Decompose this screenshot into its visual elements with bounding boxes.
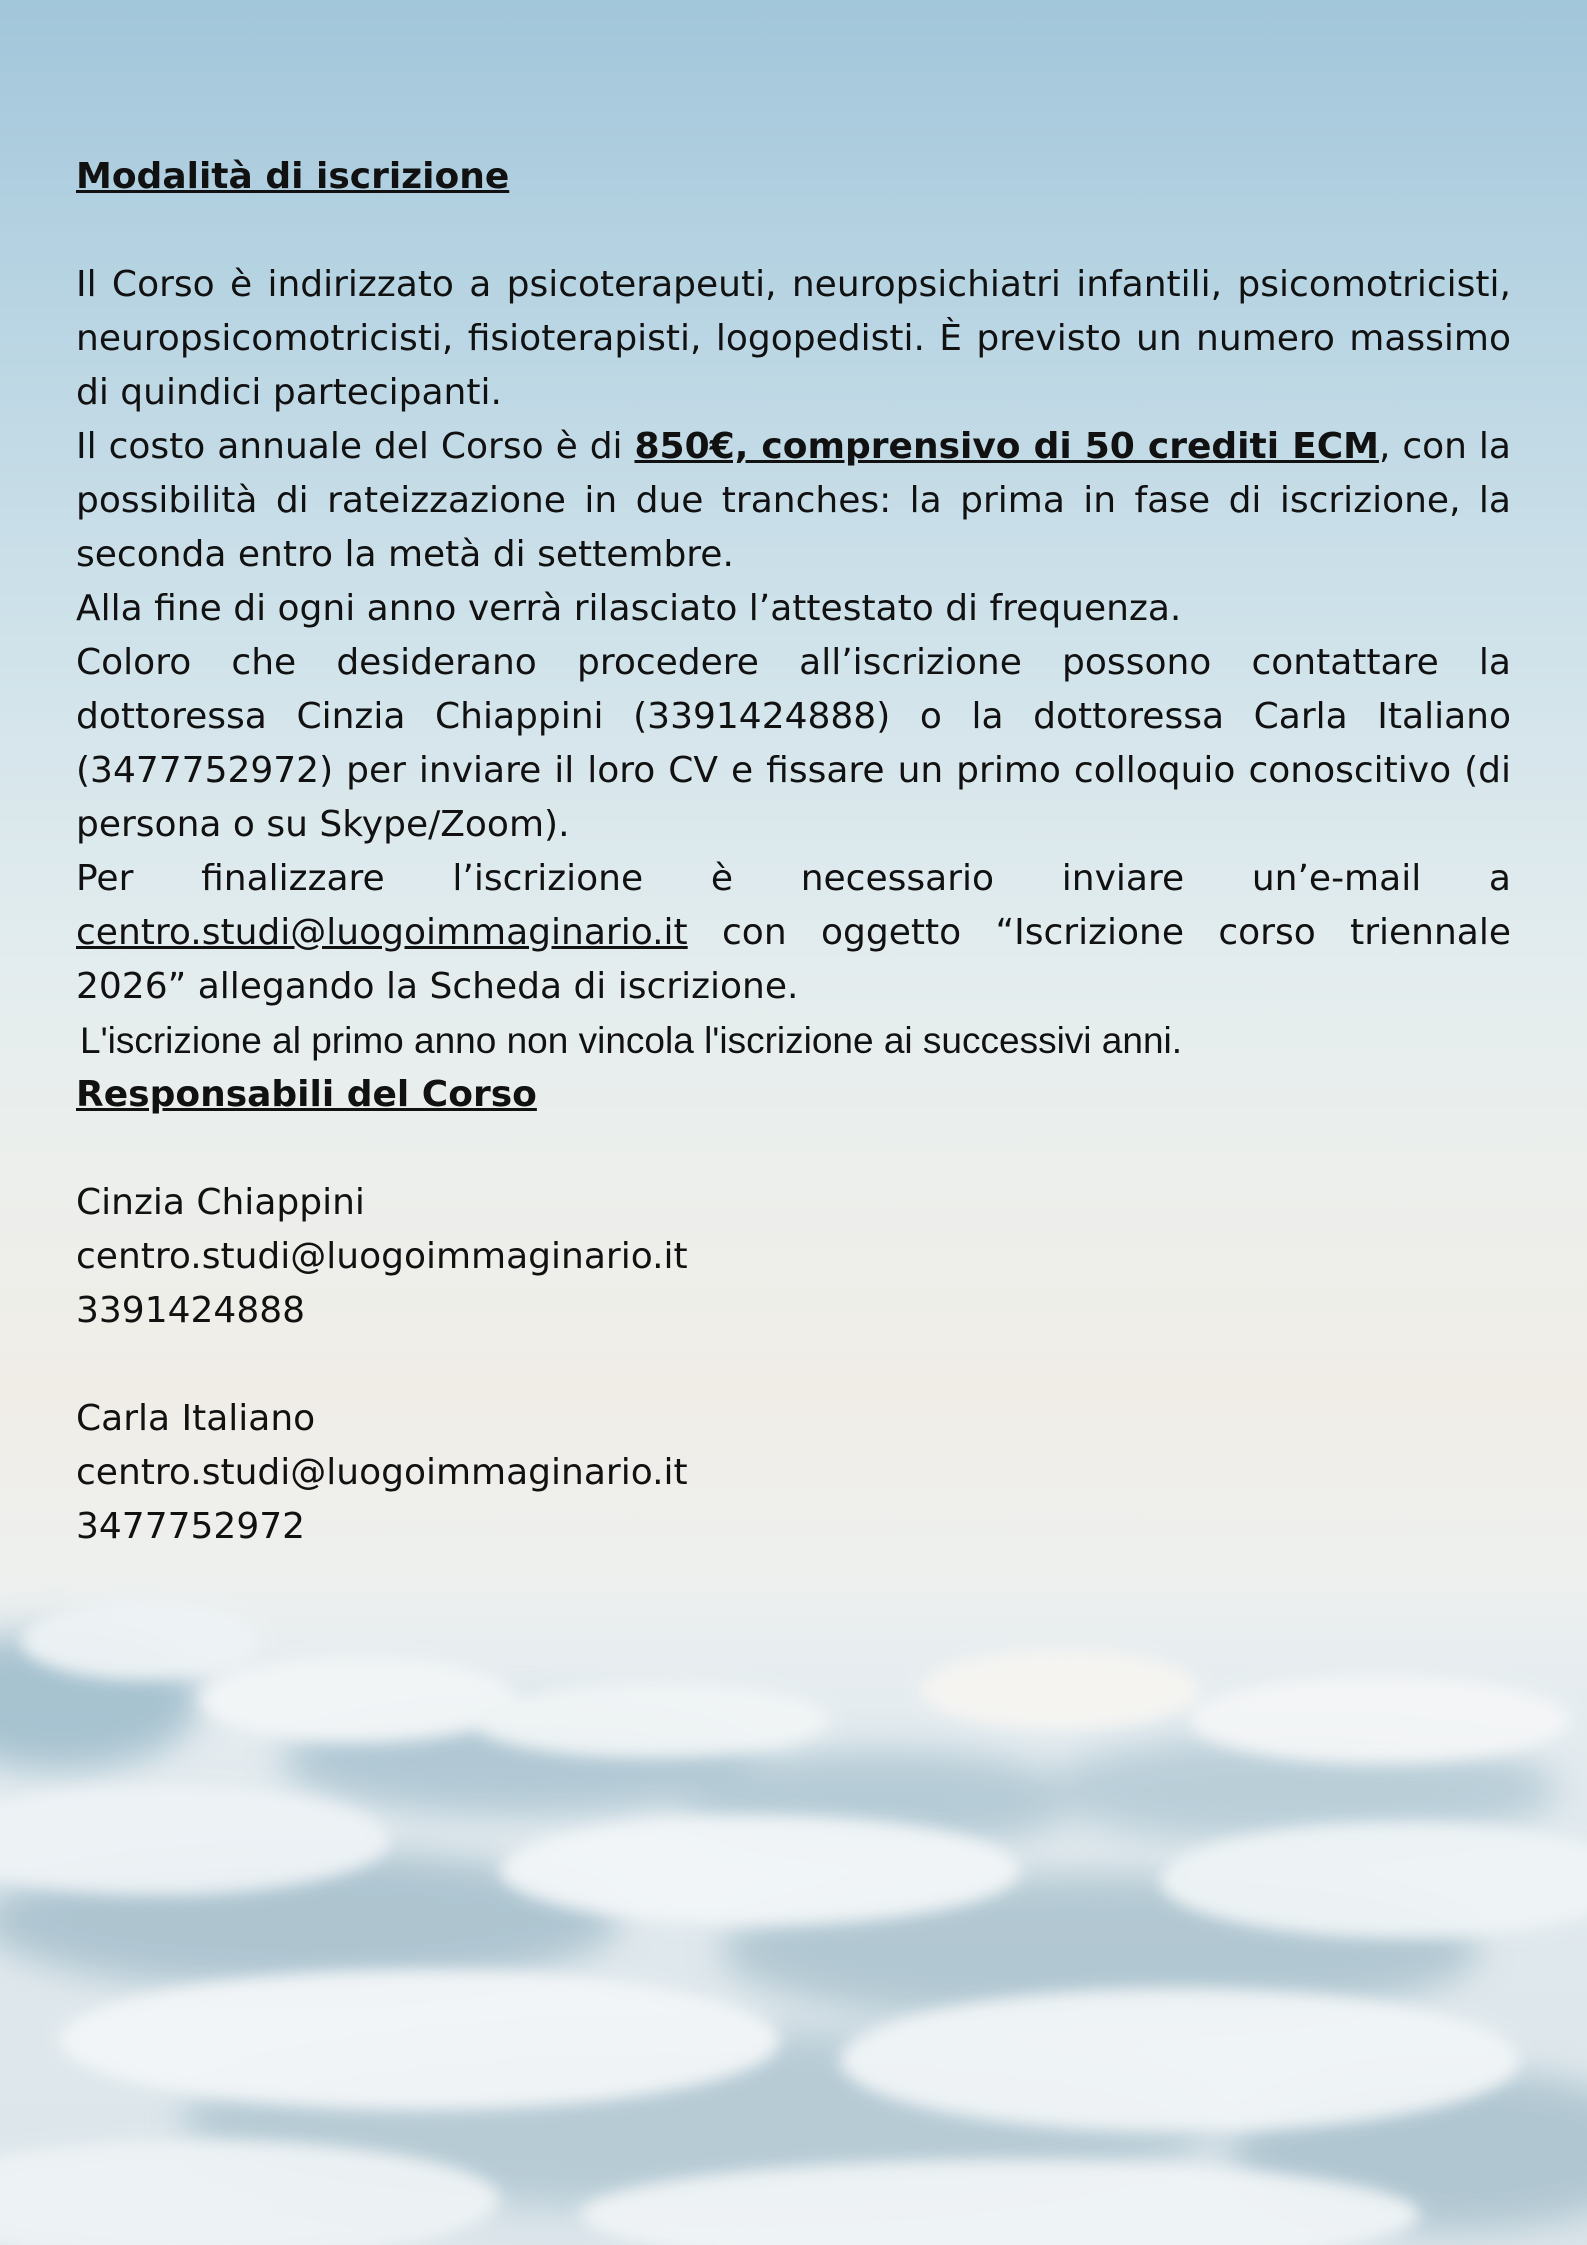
cost-details-text: , con la possibilità di rateizzazione in due tranches: la prima in fase di iscrizione, la seconda entro la metà di settembre.	[76, 426, 1511, 575]
contact-name: Cinzia Chiappini	[76, 1182, 365, 1223]
audience-paragraph: Il Corso è indirizzato a psicoterapeuti, neuropsichiatri infantili, psicomotricisti, neuropsicomotricisti, fisioterapisti, logopedisti. È previsto un numero massimo di quindici partecipanti.	[76, 264, 1511, 413]
finalize-intro-text: Per finalizzare l’iscrizione è necessario inviare un’e-mail a	[76, 858, 1511, 899]
spacer	[76, 1338, 1511, 1392]
email-link[interactable]: centro.studi@luogoimmaginario.it	[76, 912, 688, 953]
contact-email[interactable]: centro.studi@luogoimmaginario.it	[76, 1236, 688, 1277]
spacer	[76, 1122, 1511, 1176]
enrollment-heading: Modalità di iscrizione	[76, 156, 510, 197]
responsible-heading: Responsabili del Corso	[76, 1074, 537, 1115]
certificate-paragraph: Alla fine di ogni anno verrà rilasciato l’attestato di frequenza.	[76, 588, 1182, 629]
price-highlight: 850€, comprensivo di 50 crediti ECM	[634, 426, 1379, 467]
contact-block	[76, 1176, 1511, 1338]
contact-phone[interactable]: 3391424888	[76, 1290, 306, 1331]
contact-block	[76, 1392, 1511, 1554]
spacer	[76, 204, 1511, 258]
finalize-details-text: con oggetto “Iscrizione corso triennale 2026” allegando la Scheda di iscrizione.	[76, 912, 1511, 1007]
contact-phone[interactable]: 3477752972	[76, 1506, 306, 1547]
cost-intro-text: Il costo annuale del Corso è di	[76, 426, 635, 467]
document-content	[76, 150, 1511, 1554]
finalize-paragraph	[76, 852, 1511, 1014]
contact-instructions-paragraph: Coloro che desiderano procedere all’iscrizione possono contattare la dottoressa Cinzia Chiappini (3391424888) o la dottoressa Carla Italiano (3477752972) per inviare il loro CV e fissare un primo colloquio conoscitivo (di persona o su Skype/Zoom).	[76, 642, 1511, 845]
enrollment-note: L'iscrizione al primo anno non vincola l'iscrizione ai successivi anni.	[80, 1020, 1183, 1061]
cost-paragraph	[76, 420, 1511, 582]
contact-name: Carla Italiano	[76, 1398, 316, 1439]
contact-email[interactable]: centro.studi@luogoimmaginario.it	[76, 1452, 688, 1493]
